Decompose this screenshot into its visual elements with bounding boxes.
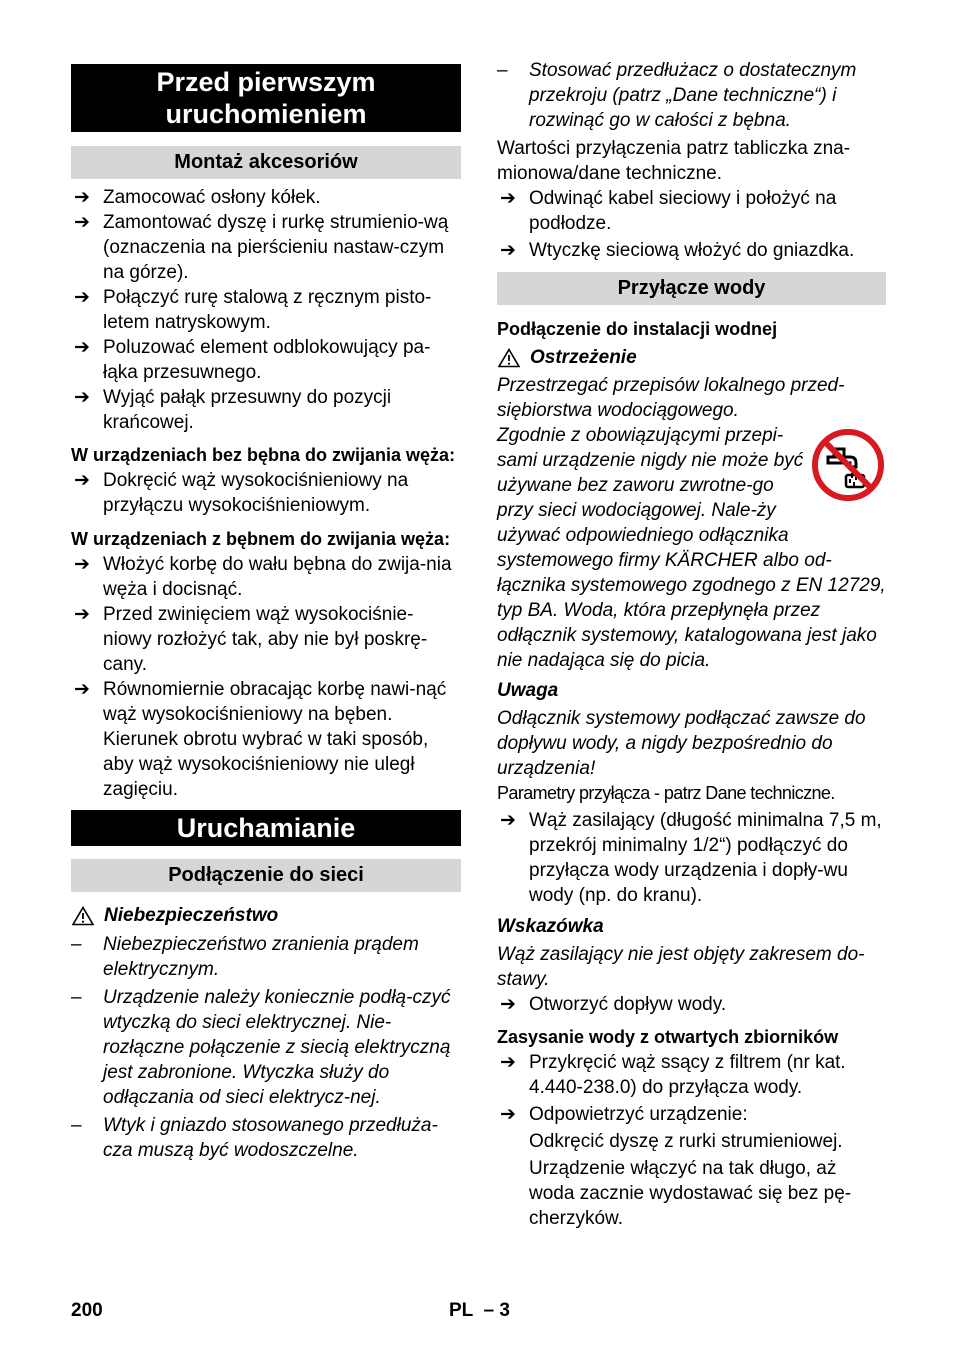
list-item: ➔ Zamontować dyszę i rurkę strumienio-wą (oznaczenia na pierścieniu nastaw-czym na górze). (74, 212, 449, 283)
note-text: Odłącznik systemowy podłączać zawsze do dopływu wody, a nigdy bezpośrednio do urządzenia! (497, 708, 866, 779)
no-drinking-water-icon (810, 427, 886, 503)
language-page-label: PL – 3 (449, 1300, 510, 1321)
heading-before-first-use: Przed pierwszym uruchomieniem (71, 64, 461, 132)
page-number: 200 (71, 1300, 103, 1321)
left-column (71, 0, 461, 1163)
arrow-right-icon: ➔ (500, 188, 516, 209)
sub-step: Urządzenie włączyć na tak długo, aż woda zacznie wydostawać się bez pę-cherzyków. (529, 1158, 852, 1229)
list-item: ➔ Przykręcić wąż ssący z filtrem (nr kat. 4.440-238.0) do przyłącza wody. (500, 1052, 846, 1098)
subheading-no-drum: W urządzeniach bez bębna do zwijania węża: (71, 445, 456, 465)
arrow-right-icon: ➔ (74, 554, 90, 575)
danger-item: – Wtyk i gniazdo stosowanego przedłuża-cza muszą być wodoszczelne. (71, 1115, 438, 1161)
arrow-right-icon: ➔ (500, 1104, 516, 1125)
list-item: ➔ Odwinąć kabel sieciowy i położyć na podłodze. (500, 188, 837, 234)
list-item: ➔ Przed zwinięciem wąż wysokociśnie-niowy rozłożyć tak, aby nie był poskrę-cany. (74, 604, 428, 675)
arrow-right-icon: ➔ (74, 212, 90, 233)
warning-block (497, 423, 886, 673)
list-item: ➔ Dokręcić wąż wysokociśnieniowy na przyłączu wysokociśnieniowym. (74, 470, 409, 516)
warning-heading: Ostrzeżenie (497, 345, 886, 370)
arrow-right-icon: ➔ (74, 604, 90, 625)
list-item: ➔ Wyjąć pałąk przesuwny do pozycji krańcowej. (74, 387, 392, 433)
arrow-right-icon: ➔ (74, 679, 90, 700)
arrow-right-icon: ➔ (500, 240, 516, 261)
heading-start-up: Uruchamianie (71, 810, 461, 846)
list-item: ➔ Odpowietrzyć urządzenie: (500, 1104, 748, 1125)
warning-text: Przestrzegać przepisów lokalnego przed-siębiorstwa wodociągowego. (497, 375, 845, 421)
list-item: ➔ Otworzyć dopływ wody. (500, 994, 727, 1015)
list-item: ➔ Równomiernie obracając korbę nawi-nąć wąż wysokociśnieniowy na bęben. Kierunek obrotu wybrać w taki sposób, aby wąż wysokociśnieniowy nie uległ zagięciu. (74, 679, 447, 800)
note-label: Uwaga (497, 680, 559, 701)
warning-text: Zgodnie z obowiązującymi przepi-sami urządzenie nigdy nie może być używane bez zaworu zwrotne-go przy sieci wodociągowej. Nale-ży używać odpowiedniego odłącznika systemowego firmy KÄRCHER albo od-łącznika systemowego zgodnego z EN 12729, typ BA. Woda, która przepłynęła przez odłącznik systemowy, katalogowana jest jako nie nadająca się do picia. (497, 425, 886, 671)
arrow-right-icon: ➔ (500, 1052, 516, 1073)
danger-item: – Stosować przedłużacz o dostatecznym przekroju (patrz „Dane techniczne“) i rozwinąć go w całości z bębna. (497, 60, 857, 131)
danger-item: – Urządzenie należy koniecznie podłą-czyć wtyczką do sieci elektrycznej. Nie-rozłączne połączenie z siecią elektryczną jest zabronione. Wtyczka służy do odłączania od sieci elektrycz-nej. (71, 987, 451, 1108)
accessories-list (71, 185, 461, 435)
arrow-right-icon: ➔ (74, 287, 90, 308)
right-column (497, 0, 886, 1231)
subheading-water-supply: Podłączenie do instalacji wodnej (497, 319, 778, 339)
list-item: ➔ Włożyć korbę do wału bębna do zwija-nia węża i docisnąć. (74, 554, 452, 600)
list-item: ➔ Wtyczkę sieciową włożyć do gniazdka. (500, 240, 855, 261)
heading-power-connection: Podłączenie do sieci (71, 859, 461, 892)
arrow-right-icon: ➔ (500, 810, 516, 831)
subheading-with-drum: W urządzeniach z bębnem do zwijania węża: (71, 529, 451, 549)
params-text: Parametry przyłącza - patrz Dane techniczne. (497, 783, 835, 803)
list-item: ➔ Połączyć rurę stalową z ręcznym pisto-letem natryskowym. (74, 287, 432, 333)
warning-triangle-icon (72, 906, 94, 926)
sub-step: Odkręcić dyszę z rurki strumieniowej. (529, 1131, 843, 1152)
heading-water-connection: Przyłącze wody (497, 272, 886, 305)
heading-accessories: Montaż akcesoriów (71, 146, 461, 179)
list-item: ➔ Zamocować osłony kółek. (74, 187, 321, 208)
values-text: Wartości przyłączenia patrz tabliczka zna-mionowa/dane techniczne. (497, 138, 851, 184)
tip-text: Wąż zasilający nie jest objęty zakresem do-stawy. (497, 944, 865, 990)
list-item: ➔ Wąż zasilający (długość minimalna 7,5 m, przekrój minimalny 1/2“) podłączyć do przyłącza wody urządzenia i dopły-wu wody (np. do kranu). (500, 810, 882, 906)
list-item: ➔ Poluzować element odblokowujący pa-łąka przesuwnego. (74, 337, 431, 383)
subheading-suction: Zasysanie wody z otwartych zbiorników (497, 1027, 839, 1047)
danger-heading: Niebezpieczeństwo (71, 903, 461, 928)
tip-label: Wskazówka (497, 916, 604, 937)
arrow-right-icon: ➔ (74, 387, 90, 408)
arrow-right-icon: ➔ (74, 337, 90, 358)
arrow-right-icon: ➔ (500, 994, 516, 1015)
danger-item: – Niebezpieczeństwo zranienia prądem elektrycznym. (71, 934, 419, 980)
warning-triangle-icon (498, 348, 520, 368)
arrow-right-icon: ➔ (74, 187, 90, 208)
arrow-right-icon: ➔ (74, 470, 90, 491)
